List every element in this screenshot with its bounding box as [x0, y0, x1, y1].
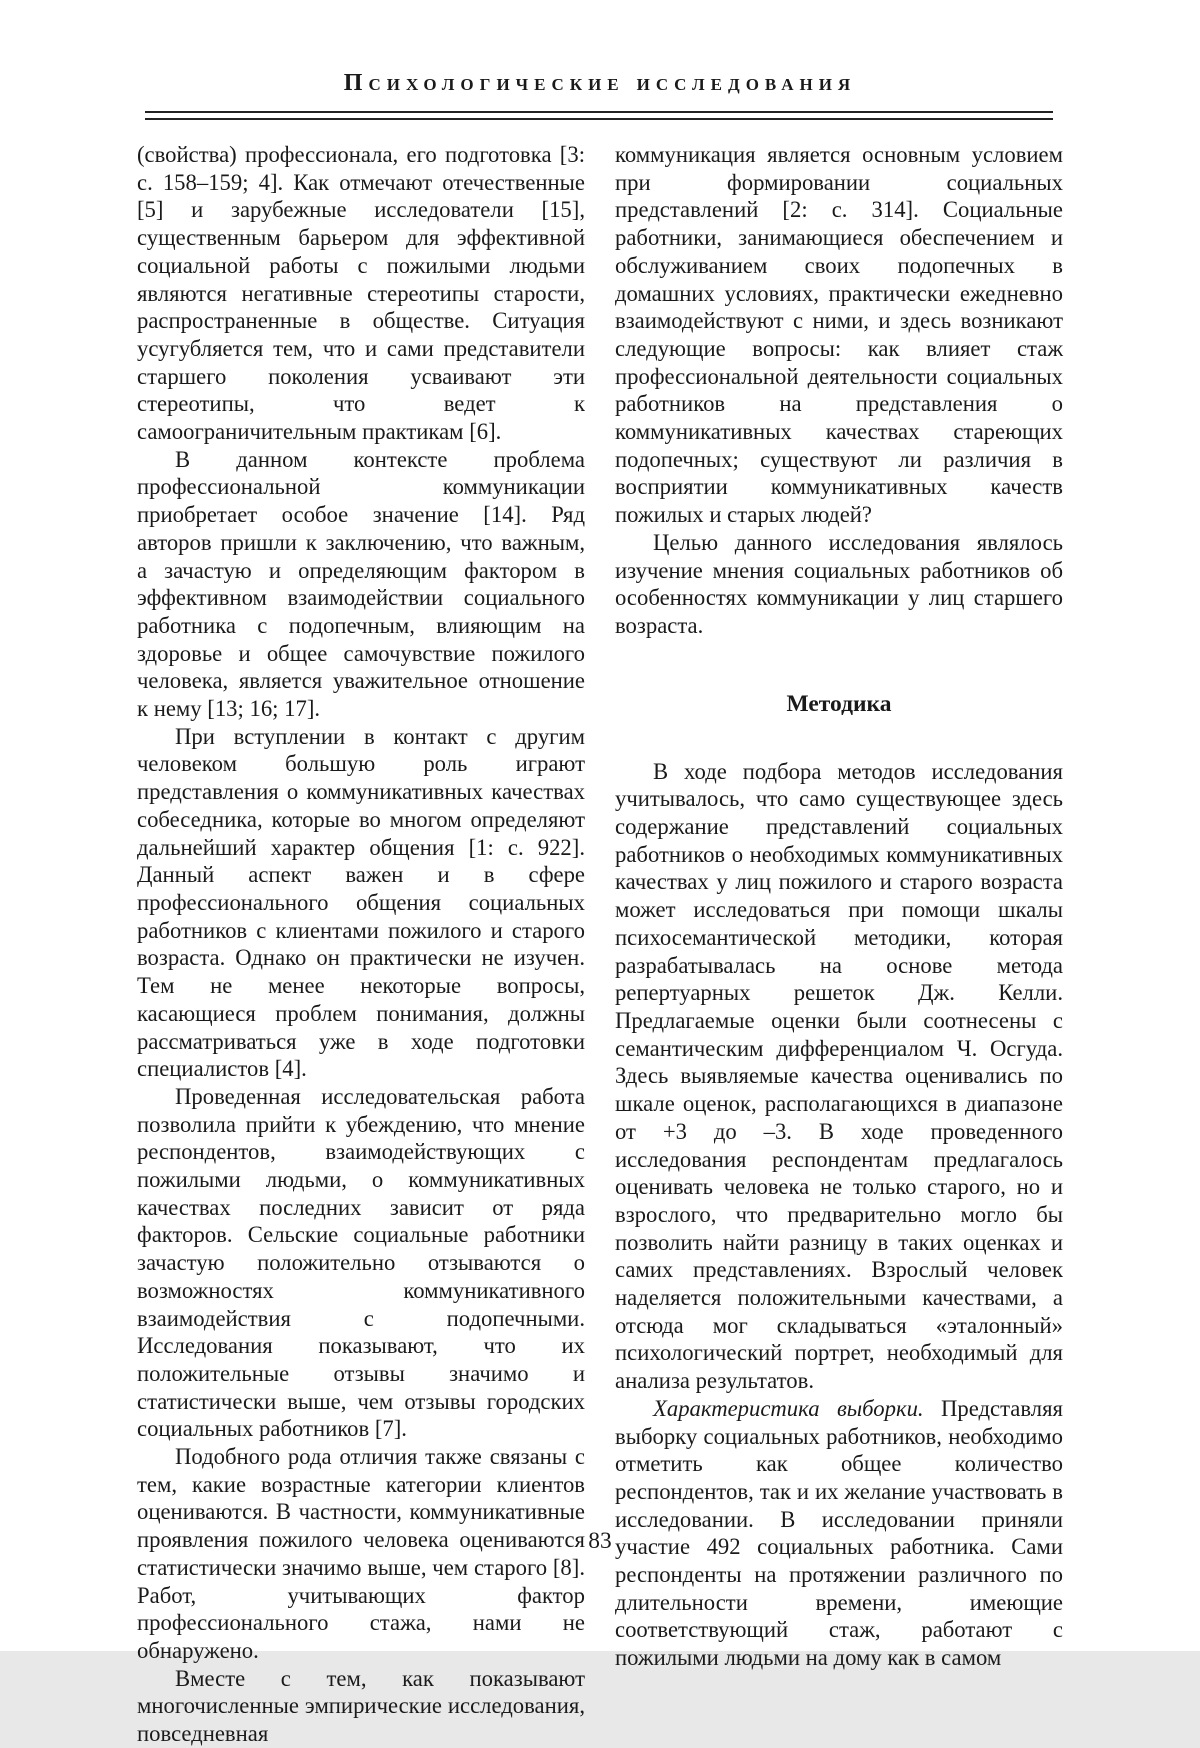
paragraph: При вступлении в контакт с другим человеком большую роль играют представления о коммуникативных качествах собеседника, которые во многом определяют дальнейший характер общения [1: с. 922]. Данный аспект важен и в сфере профессионального общения социальных работников с клиентами пожилого и старого возраста. Однако он практически не изучен. Тем не менее некоторые вопросы, касающиеся проблем понимания, должны рассматриваться уже в ходе подготовки специалистов [4]. [137, 723, 585, 1082]
running-head: Психологические исследования [343, 70, 857, 96]
double-rule [145, 111, 1053, 120]
paragraph: Вместе с тем, как показывают многочисленные эмпирические исследования, повседневная [137, 1665, 585, 1747]
paragraph: Проведенная исследовательская работа позволила прийти к убеждению, что мнение респондентов, взаимодействующих с пожилыми людьми, о коммуникативных качествах последних зависит от ряда факторов. Сельские социальные работники зачастую положительно отзываются о возможностях коммуникативного взаимодействия с подопечными. Исследования показывают, что их положительные отзывы значимо и статистически выше, чем отзывы городских социальных работников [7]. [137, 1083, 585, 1442]
column-right [615, 141, 1063, 1748]
column-left [137, 141, 585, 1748]
text-columns [137, 141, 1063, 1748]
paragraph: Характеристика выборки. Представляя выборку социальных работников, необходимо отметить как общее количество респондентов, так и их желание участвовать в исследовании. В исследовании приняли участие 492 социальных работника. Сами респонденты на протяжении различного по длительности времени, имеющие соответствующий стаж, работают с пожилыми людьми на дому как в самом [615, 1395, 1063, 1671]
page-number: 83 [588, 1528, 612, 1554]
paragraph: (свойства) профессионала, его подготовка [3: с. 158–159; 4]. Как отмечают отечественные [5] и зарубежные исследователи [15], существенным барьером для эффективной социальной работы с пожилыми людьми являются негативные стереотипы старости, распространенные в обществе. Ситуация усугубляется тем, что и сами представители старшего поколения усваивают эти стереотипы, что ведет к самоограничительным практикам [6]. [137, 142, 585, 445]
paragraph: Целью данного исследования являлось изучение мнения социальных работников об особенностях коммуникации у лиц старшего возраста. [615, 529, 1063, 638]
paragraph: В ходе подбора методов исследования учитывалось, что само существующее здесь содержание представлений социальных работников о необходимых коммуникативных качествах у лиц пожилого и старого возраста может исследоваться при помощи шкалы психосемантической методики, которая разрабатывалась на основе метода репертуарных решеток Дж. Келли. Предлагаемые оценки были соотнесены с семантическим дифференциалом Ч. Осгуда. Здесь выявляемые качества оценивались по шкале оценок, располагающихся в диапазоне от +3 до –3. В ходе проведенного исследования респондентам предлагалось оценивать человека не только старого, но и взрослого, что предварительно могло бы позволить найти разницу в таких оценках и самих представлениях. Взрослый человек наделяется положительными качествами, а отсюда мог складываться «эталонный» психологический портрет, необходимый для анализа результатов. [615, 758, 1063, 1394]
paragraph: коммуникация является основным условием при формировании социальных представлений [2: с. 314]. Социальные работники, занимающиеся обеспечением и обслуживанием своих подопечных в домашних условиях, практически ежедневно взаимодействуют с ними, и здесь возникают следующие вопросы: как влияет стаж профессиональной деятельности социальных работников на представления о коммуникативных качествах стареющих подопечных; существуют ли различия в восприятии коммуникативных качеств пожилых и старых людей? [615, 142, 1063, 528]
paragraph: В данном контексте проблема профессиональной коммуникации приобретает особое значение [14]. Ряд авторов пришли к заключению, что важным, а зачастую и определяющим фактором в эффективном взаимодействии социального работника с подопечным, влияющим на здоровье и общее самочувствие пожилого человека, является уважительное отношение к нему [13; 16; 17]. [137, 446, 585, 722]
paragraph: Подобного рода отличия также связаны с тем, какие возрастные категории клиентов оцениваются. В частности, коммуникативные проявления пожилого человека оцениваются статистически значимо выше, чем старого [8]. Работ, учитывающих фактор профессионального стажа, нами не обнаружено. [137, 1444, 585, 1663]
section-heading: Методика [786, 690, 892, 717]
paragraph-lead-italic: Характеристика выборки. [653, 1395, 924, 1421]
